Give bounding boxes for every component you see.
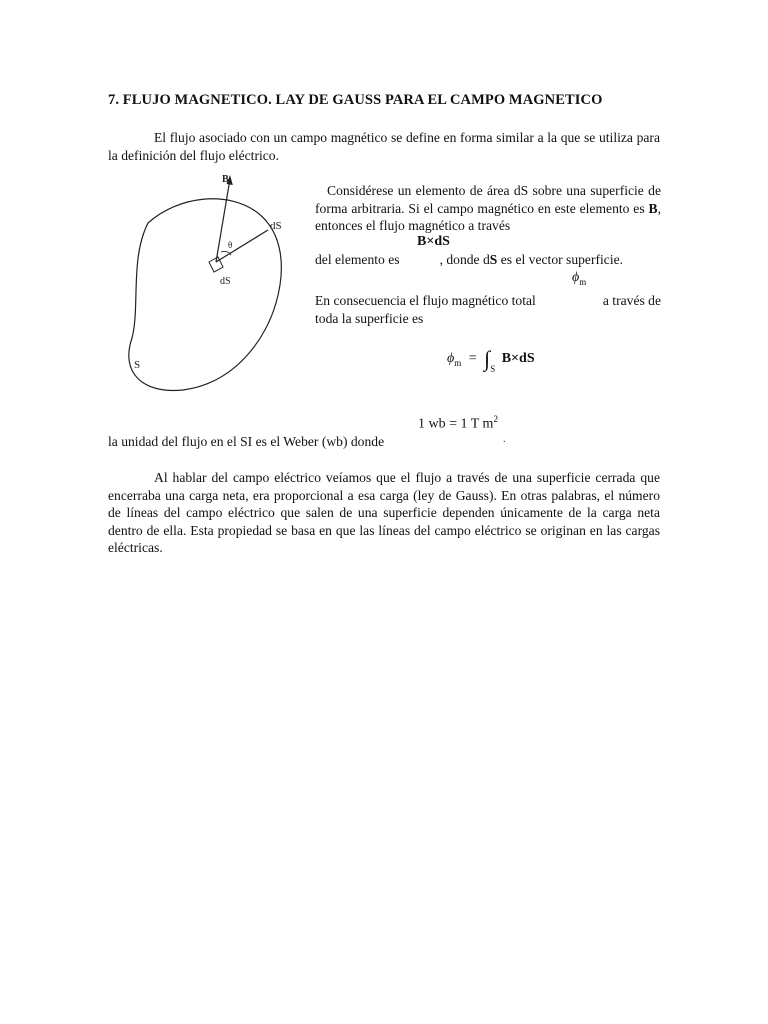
phi-char: ϕ	[572, 270, 580, 285]
intro-paragraph: El flujo asociado con un campo magnético se define en forma similar a la que se utiliza para la definición del flujo eléctrico.	[108, 130, 660, 163]
eq-rhs: B×dS	[501, 351, 535, 366]
unit-sup: 2	[493, 414, 498, 424]
line2-end: es el vector superficie.	[497, 252, 624, 267]
eq-equals: =	[468, 351, 477, 366]
bold-s: S	[489, 252, 498, 267]
label-ds-vector: dS	[270, 220, 282, 232]
unit-text: 1 wb = 1 T m	[418, 416, 494, 432]
gauss-paragraph: Al hablar del campo eléctrico veíamos que el flujo a través de una superficie cerrada que encerraba una carga neta, era proporcional a esa carga (ley de Gauss). En otras palabras, el número de líneas del campo eléctrico que salen de una superficie dependen únicamente de la carga neta dentro de ella. Esta propiedad se basa en que las líneas del campo eléctrico se originan en las cargas eléctricas.	[108, 470, 660, 555]
theta-arc	[221, 251, 231, 255]
surface-diagram	[118, 168, 308, 398]
label-theta: θ	[228, 240, 233, 250]
whole-surface-line: toda la superficie es	[315, 311, 424, 326]
area-element-paragraph	[315, 182, 661, 235]
units-sentence: la unidad del flujo en el SI es el Weber (wb) donde	[108, 434, 385, 449]
line2-mid: , donde d	[439, 252, 490, 267]
flux-equation	[447, 346, 535, 374]
label-ds-element: dS	[220, 276, 231, 287]
phi-sub: m	[579, 276, 587, 287]
bold-b: B	[648, 200, 658, 216]
eq-integral: ∫	[484, 346, 491, 371]
unit-equation	[418, 414, 498, 433]
para2-text-end: , entonces el flujo magnético a través	[315, 200, 661, 233]
label-surface: S	[134, 359, 141, 371]
eq-phi: ϕ	[447, 351, 455, 366]
closed-surface-outline	[129, 199, 282, 391]
element-flux-line	[315, 252, 623, 268]
line3-end: a través de	[602, 293, 661, 308]
line3-start: En consecuencia el flujo magnético total	[315, 293, 536, 308]
ds-vector-line	[216, 230, 268, 262]
eq-integral-sub: S	[490, 364, 496, 374]
section-title: 7. FLUJO MAGNETICO. LAY DE GAUSS PARA EL CAMPO MAGNETICO	[108, 92, 603, 108]
label-b: B	[222, 174, 229, 185]
phi-symbol-small	[572, 270, 586, 287]
total-flux-line	[315, 293, 661, 309]
units-period: .	[503, 434, 506, 445]
eq-phi-sub: m	[454, 357, 462, 368]
para2-text: Considérese un elemento de área dS sobre una superficie de forma arbitraria. Si el campo magnético en este elemento es	[315, 183, 661, 216]
line2-start: del elemento es	[315, 252, 400, 267]
inline-formula-bds: B×dS	[417, 234, 450, 249]
